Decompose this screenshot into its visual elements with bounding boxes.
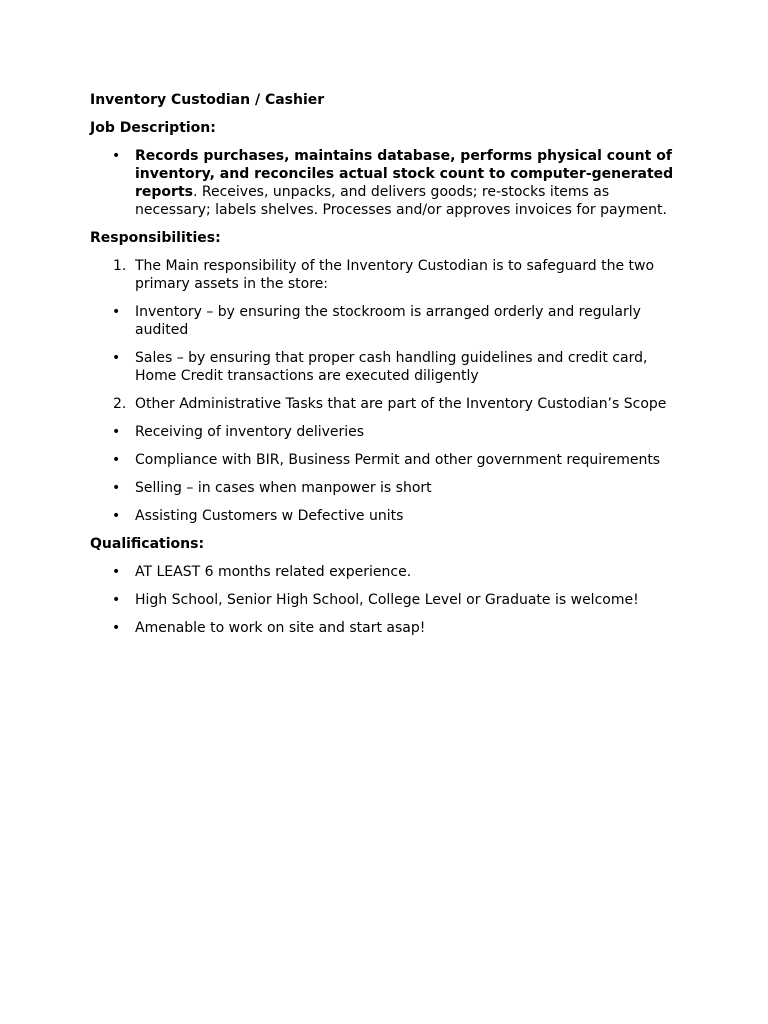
responsibility-item xyxy=(90,507,680,525)
qualification-item xyxy=(90,619,680,637)
bullet-marker: • xyxy=(112,350,121,366)
responsibility-text: Receiving of inventory deliveries xyxy=(135,424,365,440)
responsibilities-heading: Responsibilities: xyxy=(90,230,221,246)
qualification-text: Amenable to work on site and start asap! xyxy=(135,620,426,636)
responsibility-item xyxy=(90,479,680,497)
qualification-item xyxy=(90,591,680,609)
job-description-item xyxy=(90,147,680,219)
document-title: Inventory Custodian / Cashier xyxy=(90,92,325,108)
responsibility-item xyxy=(90,257,680,293)
document-page xyxy=(90,91,680,647)
job-description-text: . Receives, unpacks, and delivers goods; re-stocks items as necessary; labels shelves. Processes and/or approves invoices for payment. xyxy=(135,184,667,218)
bullet-marker: • xyxy=(112,148,121,164)
qualification-text: High School, Senior High School, College Level or Graduate is welcome! xyxy=(135,592,639,608)
responsibility-text: Assisting Customers w Defective units xyxy=(135,508,404,524)
responsibility-text: Selling – in cases when manpower is short xyxy=(135,480,432,496)
responsibility-text: Sales – by ensuring that proper cash handling guidelines and credit card, Home Credit transactions are executed diligently xyxy=(135,350,648,384)
list-number-marker: 1. xyxy=(113,258,127,274)
responsibility-item xyxy=(90,395,680,413)
bullet-marker: • xyxy=(112,620,121,636)
job-description-bold-text: Records purchases, maintains database, performs physical count of inventory, and reconciles actual stock count to computer-generated reports xyxy=(135,148,674,200)
responsibility-item xyxy=(90,451,680,469)
responsibility-text: Compliance with BIR, Business Permit and other government requirements xyxy=(135,452,661,468)
qualification-item xyxy=(90,563,680,581)
responsibility-item xyxy=(90,349,680,385)
responsibility-item xyxy=(90,423,680,441)
responsibility-text: The Main responsibility of the Inventory Custodian is to safeguard the two primary assets in the store: xyxy=(135,258,655,292)
qualifications-heading: Qualifications: xyxy=(90,536,205,552)
bullet-marker: • xyxy=(112,452,121,468)
bullet-marker: • xyxy=(112,592,121,608)
qualification-text: AT LEAST 6 months related experience. xyxy=(135,564,412,580)
bullet-marker: • xyxy=(112,564,121,580)
list-number-marker: 2. xyxy=(113,396,127,412)
bullet-marker: • xyxy=(112,508,121,524)
bullet-marker: • xyxy=(112,480,121,496)
responsibility-item xyxy=(90,303,680,339)
bullet-marker: • xyxy=(112,424,121,440)
responsibility-text: Inventory – by ensuring the stockroom is arranged orderly and regularly audited xyxy=(135,304,641,338)
responsibility-text: Other Administrative Tasks that are part of the Inventory Custodian’s Scope xyxy=(135,396,667,412)
job-description-heading: Job Description: xyxy=(90,120,216,136)
bullet-marker: • xyxy=(112,304,121,320)
